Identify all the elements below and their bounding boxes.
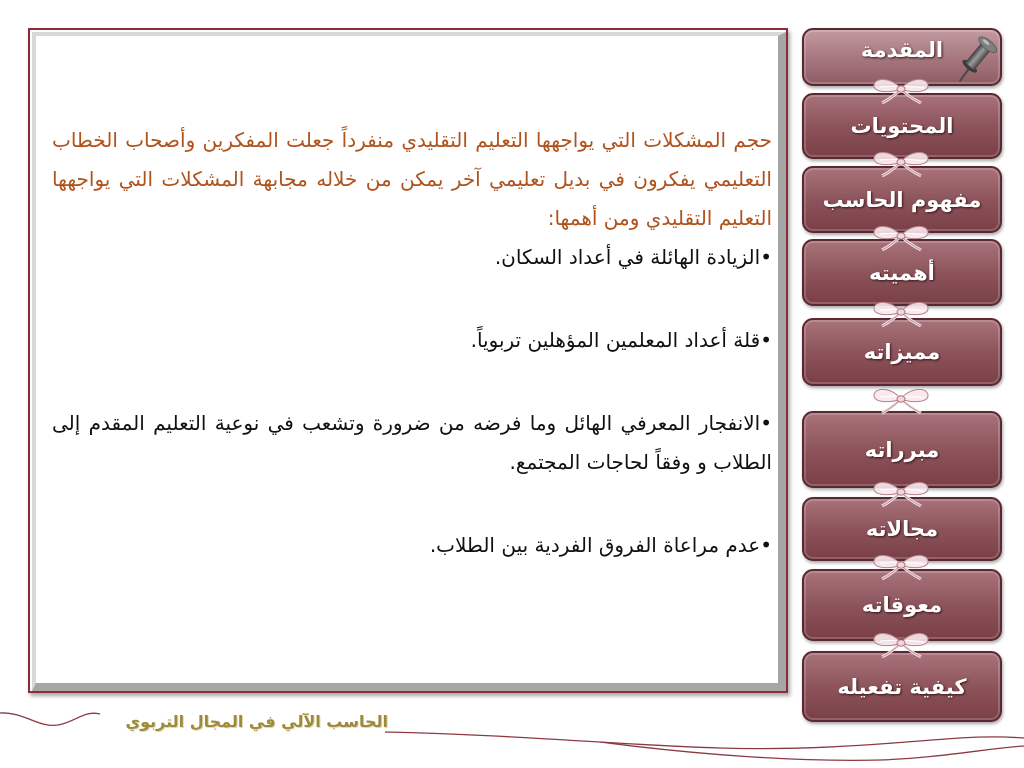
nav-button-obstacles[interactable]: معوقاته <box>802 569 1002 641</box>
nav-button-features[interactable]: مميزاته <box>802 318 1002 386</box>
nav-button-label: المقدمة <box>860 38 944 62</box>
bullet-item: •الانفجار المعرفي الهائل وما فرضه من ضرورة وتشعب في نوعية التعليم المقدم إلى الطلاب و وفقاً لحاجات المجتمع. <box>52 411 772 474</box>
ribbon-bow-icon <box>866 297 936 327</box>
nav-button-importance[interactable]: أهميته <box>802 239 1002 306</box>
decor-wave-line <box>0 713 100 725</box>
ribbon-bow-icon <box>866 628 936 658</box>
nav-button-computer-concept[interactable]: مفهوم الحاسب <box>802 166 1002 233</box>
decor-wave-line <box>385 732 1024 749</box>
nav-button-contents[interactable]: المحتويات <box>802 93 1002 159</box>
nav-button-fields[interactable]: مجالاته <box>802 497 1002 561</box>
bullet-item: •قلة أعداد المعلمين المؤهلين تربوياً. <box>470 328 772 352</box>
ribbon-bow-icon <box>866 477 936 507</box>
decor-wave-line <box>600 742 1024 760</box>
ribbon-bow-icon <box>866 147 936 177</box>
slide-body <box>52 121 772 609</box>
footer-wave-decoration <box>0 700 1024 768</box>
footer-title: الحاسب الآلي في المجال التربوي <box>125 712 388 731</box>
ribbon-bow-icon <box>866 74 936 104</box>
ribbon-bow-icon <box>866 221 936 251</box>
bullet-item: •الزيادة الهائلة في أعداد السكان. <box>494 245 772 269</box>
intro-paragraph: حجم المشكلات التي يواجهها التعليم التقليدي منفرداً جعلت المفكرين وأصحاب الخطاب التعليمي يفكرون في بديل تعليمي آخر يمكن من خلاله مجابهة المشكلات التي يواجهها التعليم التقليدي ومن أهمها: <box>52 128 772 230</box>
nav-button-justifications[interactable]: مبرراته <box>802 411 1002 488</box>
ribbon-bow-icon <box>866 550 936 580</box>
pushpin-icon <box>956 30 1002 84</box>
ribbon-bow-icon <box>866 384 936 414</box>
bullet-item: •عدم مراعاة الفروق الفردية بين الطلاب. <box>429 533 772 557</box>
nav-button-activation[interactable]: كيفية تفعيله <box>802 651 1002 722</box>
